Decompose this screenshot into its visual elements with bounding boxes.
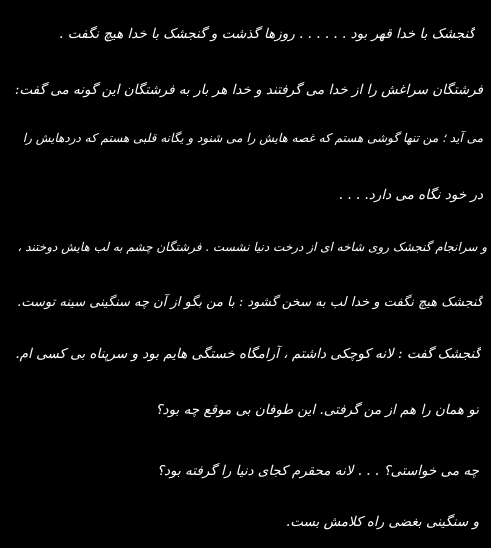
story-line-7: گنجشک گفت : لانه کوچکی داشتم ، آرامگاه خستگی هایم بود و سرپناه بی کسی ام. <box>15 346 481 362</box>
story-line-9: چه می خواستی؟ . . . لانه محقرم کجای دنیا را گرفته بود؟ <box>156 463 479 479</box>
story-line-5: و سرانجام گنجشک روی شاخه ای از درخت دنیا نشست . فرشتگان چشم به لب هایش دوختند ، <box>17 240 487 254</box>
story-line-3: می آید ؛ من تنها گوشی هستم که غصه هایش را می شنود و یگانه قلبی هستم که دردهایش را <box>22 131 483 145</box>
story-line-10: و سنگینی بغضی راه کلامش بست. <box>285 514 479 530</box>
story-line-8: تو همان را هم از من گرفتی. این طوفان بی موقع چه بود؟ <box>155 402 479 418</box>
story-line-6: گنجشک هیچ نگفت و خدا لب به سخن گشود : با من بگو از آن چه سنگینی سینه توست. <box>17 295 483 310</box>
story-line-1: گنجشک با خدا قهر بود . . . . . . روزها گذشت و گنجشک با خدا هیچ نگفت . <box>59 26 475 42</box>
story-line-4: در خود نگاه می دارد. . . . <box>338 187 483 203</box>
story-line-2: فرشتگان سراغش را از خدا می گرفتند و خدا هر بار به فرشتگان این گونه می گفت: <box>14 82 483 98</box>
